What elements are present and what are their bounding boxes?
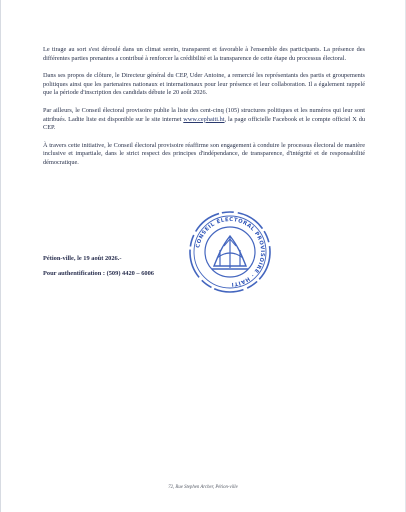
press-release-body: [43, 46, 365, 177]
seal-ring-text: CONSEIL ÉLECTORAL PROVISOIRE · HAÏTI: [195, 216, 266, 288]
paragraph-draw-outcome: Le tirage au sort s'est déroulé dans un climat serein, transparent et favorable à l'ensemble des participants. La présence des différentes parties prenantes a contribué à renforcer la crédibilité et la transparence de cette étape du processus électoral.: [43, 46, 365, 62]
official-seal-stamp: [184, 206, 276, 298]
paragraph-list-publication: [43, 107, 365, 133]
paragraph-list-text-end: , la page officielle Facebook et le compte officiel X du CEP.: [43, 115, 366, 132]
authentication-phone: Pour authentification : (509) 4420 – 6006: [43, 270, 155, 277]
website-link[interactable]: www.cephaiti.ht: [183, 115, 225, 123]
place-and-date: Pétion-ville, le 19 août 2026.-: [43, 255, 122, 262]
paragraph-commitment: À travers cette initiative, le Conseil électoral provisoire réaffirme son engagement à conduire le processus électoral de manière inclusive et impartiale, dans le strict respect des principes d'indépendance, de transparence, d'intégrité et de responsabilité démocratique.: [43, 141, 365, 166]
paragraph-closing-remarks: Dans ses propos de clôture, le Directeur général du CEP, Uder Antoine, a remercié les représentants des partis et groupements politiques ainsi que les partenaires nationaux et internationaux pour leur présence et leur collaboration. Il a également rappelé que la période d'inscription des candidats débute le 20 août 2026.: [43, 72, 365, 97]
seal-graphic: [184, 206, 276, 298]
paragraph-list-text-start: Par ailleurs, le Conseil électoral provisoire publie la liste des cent-cinq (105) structures politiques et les numéros qui leur sont attribués. Ladite liste est disponible sur le site internet: [43, 106, 365, 123]
footer-address: 72, Rue Stephen Archer, Pétion-ville: [168, 485, 238, 490]
